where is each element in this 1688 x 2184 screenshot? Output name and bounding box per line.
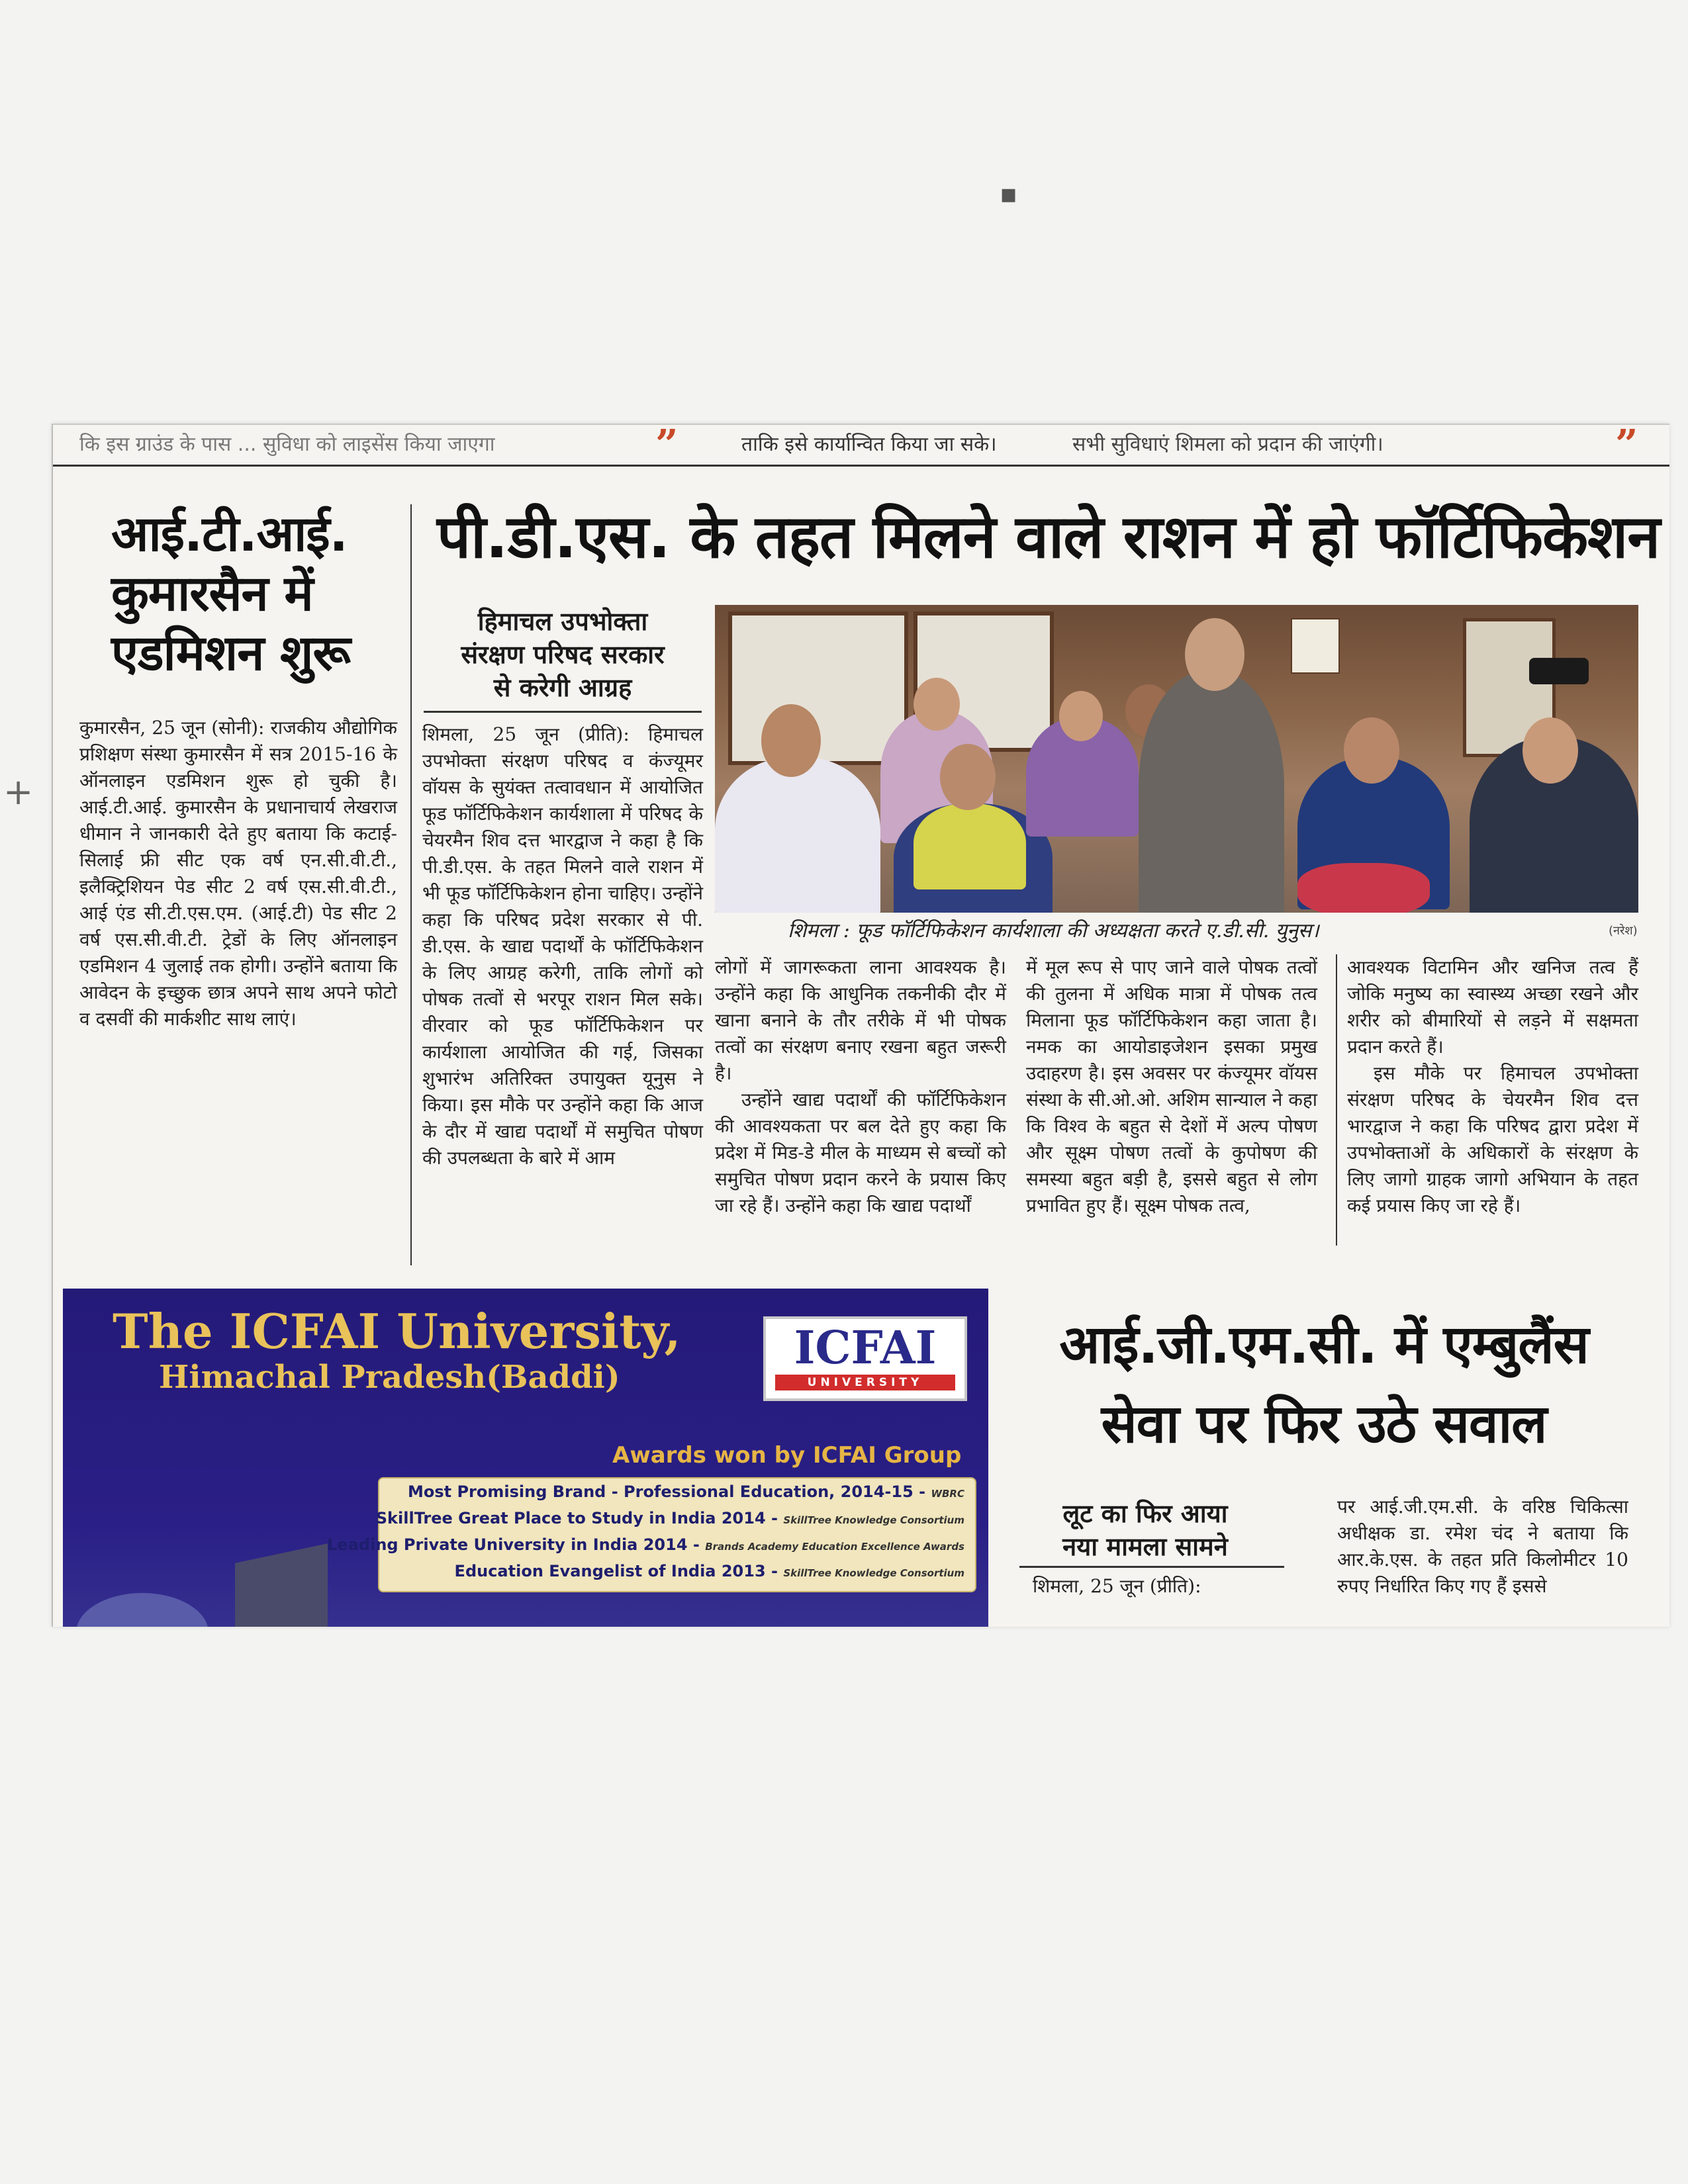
award-source: WBRC bbox=[931, 1488, 964, 1500]
photo-person-head bbox=[1185, 618, 1244, 691]
icfai-logo bbox=[763, 1316, 967, 1401]
pds-column-1 bbox=[422, 721, 703, 1171]
logo-text: ICFAI bbox=[794, 1322, 937, 1375]
pds-column-1-text: शिमला, 25 जून (प्रीति): हिमाचल उपभोक्ता संरक्षण परिषद व कंज्यूमर वॉयस के सुयंक्त तत्वावधान में आयोजित फूड फॉर्टिफिकेशन कार्यशाला में परिषद के चेयरमैन शिव दत्त भारद्वाज ने कहा है कि पी.डी.एस. के तहत मिलने वाले राशन में भी फूड फॉर्टिफिकेशन होना चाहिए। उन्होंने कहा कि परिषद प्रदेश सरकार से पी. डी.एस. के खाद्य पदार्थों के फॉर्टिफिकेशन के लिए आग्रह करेगी, ताकि लोगों को पोषक तत्वों से भरपूर राशन मिल सके। वीरवार को फूड फॉर्टिफिकेशन पर कार्यशाला आयोजित की गई, जिसका शुभारंभ अतिरिक्त उपायुक्त यूनुस ने किया। इस मौके पर उन्होंने कहा कि आज के दौर में खाद्य पदार्थों में समुचित पोषण की उपलब्धता के बारे में आम bbox=[422, 723, 703, 1169]
photo-scarf bbox=[914, 803, 1026, 889]
award-source: SkillTree Knowledge Consortium bbox=[783, 1514, 964, 1526]
award-item bbox=[455, 1562, 964, 1580]
top-strip-fragment: कि इस ग्राउंड के पास ... सुविधा को लाइसेंस किया जाएगा bbox=[79, 433, 495, 456]
igmc-body-left: शिमला, 25 जून (प्रीति): bbox=[1033, 1575, 1201, 1597]
award-source: Brands Academy Education Excellence Awards bbox=[705, 1541, 964, 1553]
photo-person-head bbox=[1344, 717, 1399, 784]
photo-person-head bbox=[1059, 691, 1103, 741]
ad-decoration bbox=[76, 1593, 209, 1627]
photo-flowers bbox=[1297, 863, 1430, 913]
pds-column-2-para-1: लोगों में जागरूकता लाना आवश्यक है। उन्होंने कहा कि आधुनिक तकनीकी दौर में खाना बनाने के तौर तरीके में भी पोषक तत्वों का संरक्षण बनाए रखना बहुत जरूरी है। bbox=[715, 956, 1006, 1084]
igmc-body-right bbox=[1337, 1494, 1628, 1626]
quote-mark-icon: ” bbox=[655, 422, 679, 468]
column-divider bbox=[1336, 954, 1337, 1246]
logo-band: UNIVERSITY bbox=[775, 1375, 955, 1390]
top-strip-quote-right: सभी सुविधाएं शिमला को प्रदान की जाएंगी। bbox=[1072, 433, 1383, 456]
photo-person-head bbox=[761, 704, 821, 777]
pds-column-3 bbox=[1026, 954, 1317, 1219]
award-title: Most Promising Brand - Professional Education, 2014-15 - bbox=[407, 1482, 926, 1501]
top-strip bbox=[53, 422, 1669, 468]
pds-column-4 bbox=[1347, 954, 1638, 1219]
pds-column-4-para-2: इस मौके पर हिमाचल उपभोक्ता संरक्षण परिषद के चेयरमैन शिव दत्त भारद्वाज ने कहा कि परिषद द्वारा प्रदेश में उपभोक्ताओं के अधिकारों के संरक्षण के लिए जागो ग्राहक जागो अभियान के तहत कई प्रयास किए जा रहे हैं। bbox=[1347, 1062, 1638, 1216]
igmc-headline bbox=[1026, 1305, 1622, 1464]
newspaper-clipping bbox=[52, 424, 1669, 1627]
photo-credit: (नरेश) bbox=[1609, 924, 1638, 938]
photo-person-standing bbox=[1139, 671, 1284, 913]
pds-column-4-para-1: आवश्यक विटामिन और खनिज तत्व हैं जोकि मनुष्य का स्वास्थ्य अच्छा रखने और शरीर को बीमारियों से लड़ने में सक्षमता प्रदान करते हैं। bbox=[1347, 956, 1638, 1058]
top-strip-quote-middle: ताकि इसे कार्यान्वित किया जा सके। bbox=[741, 433, 997, 456]
pds-subhead-line-1: हिमाचल उपभोक्ता bbox=[477, 607, 648, 636]
award-item bbox=[327, 1535, 964, 1554]
igmc-subhead-line-2: नया मामला सामने bbox=[1062, 1532, 1228, 1561]
award-source: SkillTree Knowledge Consortium bbox=[783, 1567, 964, 1579]
igmc-headline-line-2: सेवा पर फिर उठे सवाल bbox=[1101, 1393, 1547, 1455]
ad-title: The ICFAI University, bbox=[113, 1303, 681, 1359]
igmc-headline-line-1: आई.जी.एम.सी. में एम्बुलैंस bbox=[1059, 1314, 1589, 1375]
iti-paragraph: कुमारसैन, 25 जून (सोनी): राजकीय औद्योगिक प्रशिक्षण संस्था कुमारसैन में सत्र 2015-16 के ऑनलाइन एडमिशन शुरू हो चुकी है। आई.टी.आई. कुमारसैन के प्रधानाचार्य लेखराज धीमान ने जानकारी देते हुए बताया कि कटाई-सिलाई फ्री सीट एक वर्ष एन.सी.वी.टी., इलैक्ट्रिशियन पेड सीट 2 वर्ष एस.सी.वी.टी., आई एंड सी.टी.एस.एम. (आई.टी) पेड सीट 2 वर्ष एस.सी.वी.टी. ट्रेडों के लिए ऑनलाइन एडमिशन 4 जुलाई तक होगी। उन्होंने बताया कि आवेदन के इच्छुक छात्र अपने साथ अपने फोटो व दसवीं की मार्कशीट साथ लाएं। bbox=[79, 717, 397, 1030]
subhead-rule bbox=[424, 711, 702, 713]
photo-caption: शिमला : फूड फॉर्टिफिकेशन कार्यशाला की अध्यक्षता करते ए.डी.सी. युनुस। bbox=[788, 919, 1319, 942]
photo-person bbox=[715, 757, 880, 913]
awards-box bbox=[327, 1477, 976, 1592]
award-item bbox=[376, 1509, 964, 1527]
quote-mark-icon: ” bbox=[1615, 422, 1638, 468]
photo-person-head bbox=[940, 744, 996, 810]
iti-body bbox=[79, 715, 397, 1032]
photo-person-head bbox=[914, 678, 960, 731]
iti-headline-line-3: एडमिशन शुरू bbox=[111, 625, 350, 682]
pds-subhead-line-2: संरक्षण परिषद सरकार bbox=[461, 640, 665, 669]
pds-subhead bbox=[424, 605, 702, 704]
photo-camera bbox=[1529, 658, 1589, 684]
iti-headline-line-1: आई.टी.आई. bbox=[111, 506, 348, 563]
award-title: SkillTree Great Place to Study in India 2014 - bbox=[375, 1509, 778, 1527]
pds-headline: पी.डी.एस. के तहत मिलने वाले राशन में हो फॉर्टिफिकेशन bbox=[437, 502, 1660, 572]
column-divider bbox=[410, 504, 412, 1265]
igmc-subhead-line-1: लूट का फिर आया bbox=[1062, 1499, 1228, 1528]
pds-column-2-para-2: उन्होंने खाद्य पदार्थों की फॉर्टिफिकेशन की आवश्यकता पर बल देते हुए कहा कि प्रदेश में मिड-डे मील के माध्यम से बच्चों को समुचित पोषण प्रदान करने के प्रयास किए जा रहे हैं। उन्होंने कहा कि खाद्य पदार्थों bbox=[715, 1089, 1006, 1216]
workshop-photo bbox=[715, 605, 1638, 913]
award-title: Education Evangelist of India 2013 - bbox=[454, 1562, 778, 1580]
pds-subhead-line-3: से करेगी आग्रह bbox=[493, 673, 632, 702]
speck: ▪ bbox=[1000, 179, 1018, 209]
awards-title: Awards won by ICFAI Group bbox=[612, 1442, 962, 1469]
pds-column-2 bbox=[715, 954, 1006, 1219]
crosshair-mark-icon: + bbox=[3, 771, 34, 813]
ad-subtitle: Himachal Pradesh(Baddi) bbox=[159, 1359, 620, 1396]
award-item bbox=[408, 1482, 964, 1501]
pds-column-3-text: में मूल रूप से पाए जाने वाले पोषक तत्वों की तुलना में अधिक मात्रा में पोषक तत्व मिलाना फूड फॉर्टिफिकेशन कहा जाता है। नमक का आयोडाइजेशन इसका प्रमुख उदाहरण है। इस अवसर पर कंज्यूमर वॉयस संस्था के सी.ओ.ओ. अशिम सान्याल ने कहा कि विश्व के बहुत से देशों में अल्प पोषण और सूक्ष्म पोषण तत्वों के कुपोषण की समस्या बहुत बड़ी है, इससे बहुत से लोग प्रभावित हुए हैं। सूक्ष्म पोषक तत्व, bbox=[1026, 956, 1317, 1216]
ad-building-image bbox=[235, 1543, 328, 1627]
subhead-rule bbox=[1019, 1566, 1284, 1568]
igmc-subhead bbox=[1019, 1497, 1271, 1563]
igmc-body-right-text: पर आई.जी.एम.सी. के वरिष्ठ चिकित्सा अधीक्षक डा. रमेश चंद ने बताया कि आर.के.एस. के तहत प्रति किलोमीटर 10 रुपए निर्धारित किए गए हैं इससे bbox=[1337, 1496, 1628, 1597]
iti-headline bbox=[111, 504, 350, 683]
icfai-advertisement bbox=[63, 1289, 988, 1627]
award-title: Leading Private University in India 2014 - bbox=[327, 1535, 700, 1554]
photo-notice bbox=[1291, 618, 1340, 674]
photo-person-head bbox=[1523, 717, 1578, 784]
iti-headline-line-2: कुमारसैन में bbox=[111, 565, 313, 622]
